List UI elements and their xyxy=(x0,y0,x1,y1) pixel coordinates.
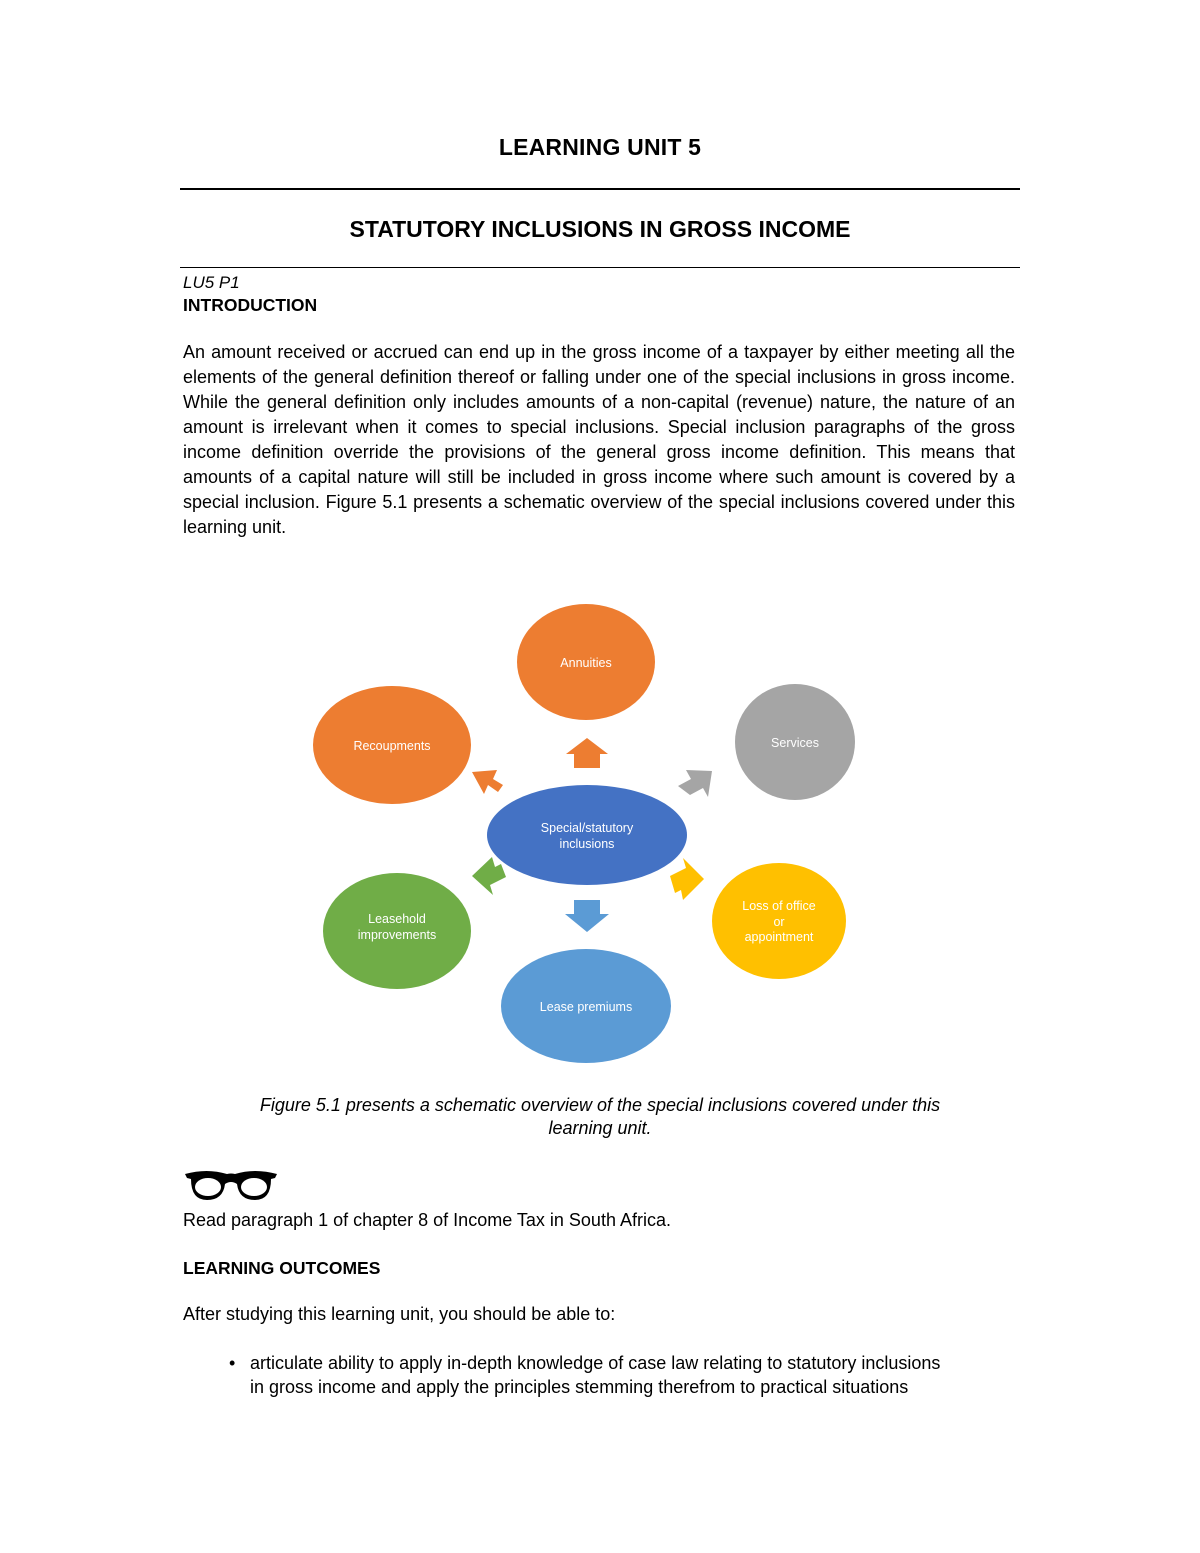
introduction-paragraph: An amount received or accrued can end up in the gross income of a taxpayer by either meeting all the elements of the general definition thereof or falling under one of the special inclusions in gross income. While the general definition only includes amounts of a non-capital (revenue) nature, the nature of an amount is irrelevant when it comes to special inclusions. Special inclusion paragraphs of the gross income definition override the provisions of the general gross income definition. This means that amounts of a capital nature will still be included in gross income where such amount is covered by a special inclusion. Figure 5.1 presents a schematic overview of the special inclusions covered under this learning unit. xyxy=(183,342,1015,537)
services-label: Services xyxy=(771,736,819,750)
leasehold-label-line1: Leasehold xyxy=(368,912,426,926)
center-label-line1: Special/statutory xyxy=(540,821,634,835)
outcome-line-2: in gross income and apply the principles stemming therefrom to practical situations xyxy=(250,1377,909,1397)
bullet-icon: • xyxy=(229,1353,236,1373)
arrow-down-right-icon xyxy=(670,858,704,900)
center-node xyxy=(487,785,687,885)
learning-outcomes-heading: LEARNING OUTCOMES xyxy=(183,1258,381,1278)
figure-caption xyxy=(200,1094,1000,1140)
arrow-down-left-icon xyxy=(472,857,506,895)
title-divider-bottom xyxy=(180,267,1020,268)
special-inclusions-diagram xyxy=(300,596,900,1072)
loss-of-office-node xyxy=(712,863,846,979)
arrow-up-icon xyxy=(566,738,608,768)
lease-premiums-label: Lease premiums xyxy=(539,1000,633,1014)
arrow-up-right-icon xyxy=(678,770,712,797)
reference-label: LU5 P1 xyxy=(183,273,240,292)
list-item xyxy=(183,1351,1023,1399)
section-title: STATUTORY INCLUSIONS IN GROSS INCOME xyxy=(349,216,851,242)
caption-line-1: Figure 5.1 presents a schematic overview of the special inclusions covered under this xyxy=(259,1095,941,1115)
loss-of-office-label-line2: or xyxy=(773,915,785,929)
lease-premiums-node xyxy=(501,949,671,1063)
loss-of-office-label-line1: Loss of office xyxy=(742,899,816,913)
read-instruction: Read paragraph 1 of chapter 8 of Income Tax in South Africa. xyxy=(183,1210,671,1230)
outcomes-list xyxy=(183,1351,1023,1399)
introduction-heading: INTRODUCTION xyxy=(183,295,318,315)
annuities-node xyxy=(517,604,655,720)
caption-line-2: learning unit. xyxy=(548,1118,652,1138)
learning-unit-title: LEARNING UNIT 5 xyxy=(498,134,702,160)
title-divider-top xyxy=(180,188,1020,190)
recoupments-node xyxy=(313,686,471,804)
recoupments-label: Recoupments xyxy=(353,739,431,753)
center-label-line2: inclusions xyxy=(559,837,615,851)
leasehold-label-line2: improvements xyxy=(357,928,437,942)
loss-of-office-label-line3: appointment xyxy=(744,930,814,944)
outcomes-lead: After studying this learning unit, you should be able to: xyxy=(183,1304,616,1324)
glasses-icon xyxy=(183,1166,279,1204)
leasehold-improvements-node xyxy=(323,873,471,989)
arrow-down-icon xyxy=(565,900,609,932)
arrow-up-left-icon xyxy=(472,770,503,794)
services-node xyxy=(735,684,855,800)
annuities-label: Annuities xyxy=(560,656,612,670)
outcome-line-1: articulate ability to apply in-depth knowledge of case law relating to statutory inclusions xyxy=(250,1353,941,1373)
